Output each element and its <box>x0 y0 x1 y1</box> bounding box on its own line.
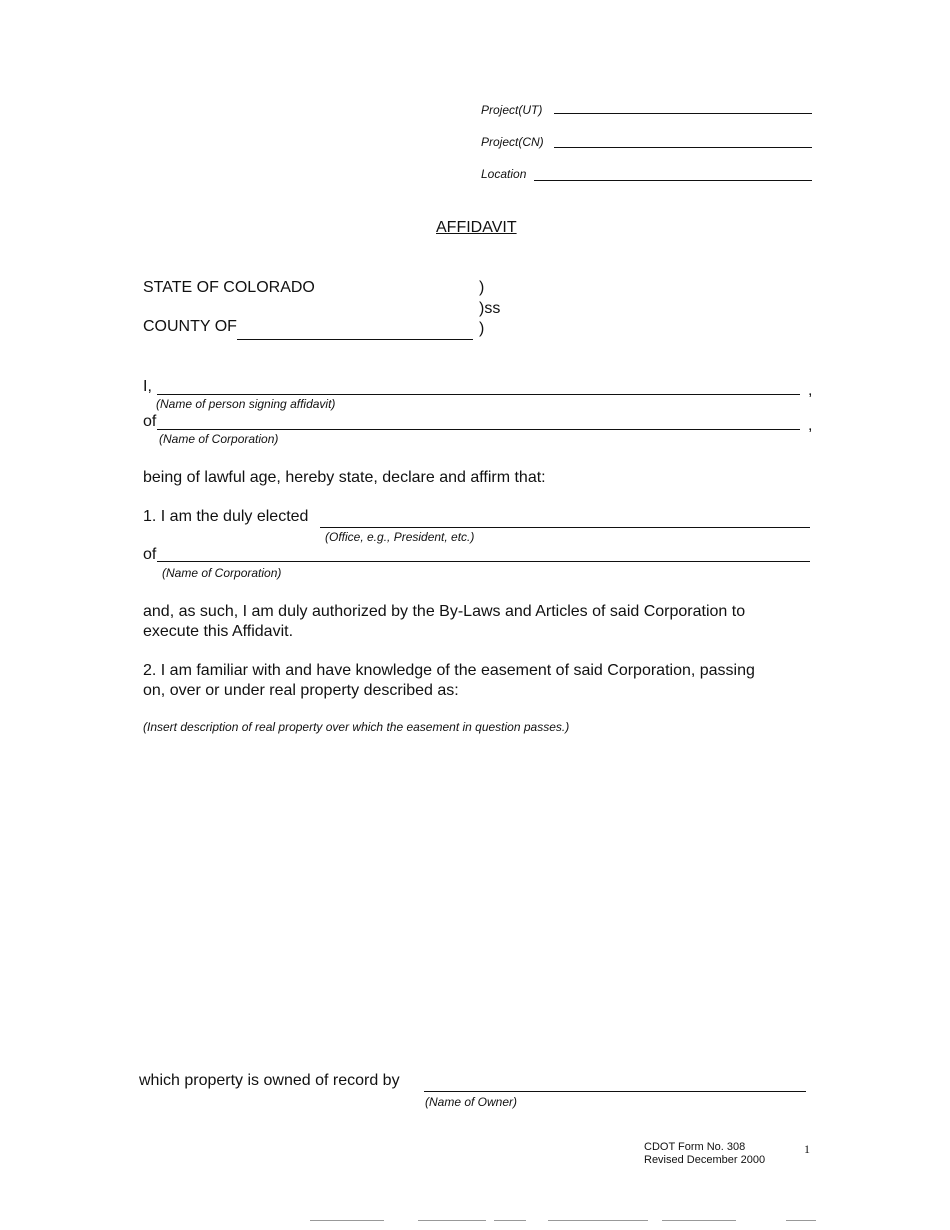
scan-artifact <box>418 1220 486 1221</box>
scan-artifact <box>310 1220 384 1221</box>
scan-artifact <box>494 1220 526 1221</box>
form-number: CDOT Form No. 308 <box>644 1141 746 1153</box>
affiant-name-caption: (Name of person signing affidavit) <box>156 397 336 411</box>
venue-ss: )ss <box>479 300 501 317</box>
office-caption: (Office, e.g., President, etc.) <box>325 530 475 544</box>
owner-text: which property is owned of record by <box>139 1072 400 1089</box>
item2-line-1: 2. I am familiar with and have knowledge of the easement of said Corporation, passing <box>143 662 755 679</box>
project-cn-field[interactable] <box>554 147 812 148</box>
owner-field[interactable] <box>424 1091 806 1092</box>
item1-text: 1. I am the duly elected <box>143 508 309 525</box>
property-description-instruction: (Insert description of real property over which the easement in question passes.) <box>143 720 570 734</box>
office-field[interactable] <box>320 527 810 528</box>
item1-corporation-field[interactable] <box>157 561 810 562</box>
project-ut-field[interactable] <box>554 113 812 114</box>
county-field[interactable] <box>237 339 473 340</box>
location-field[interactable] <box>534 180 812 181</box>
state-label: STATE OF COLORADO <box>143 279 315 296</box>
scan-artifact <box>548 1220 648 1221</box>
affiant-name-field[interactable] <box>157 394 800 395</box>
form-info <box>644 1141 765 1167</box>
affiant-corporation-caption: (Name of Corporation) <box>159 432 279 446</box>
location-label: Location <box>481 167 527 181</box>
of-label-2: of <box>143 546 157 563</box>
venue-paren-3: ) <box>479 320 485 337</box>
scan-artifact <box>662 1220 736 1221</box>
item2-line-2: on, over or under real property described as: <box>143 682 459 699</box>
page-title: AFFIDAVIT <box>436 219 517 236</box>
page-number: 1 <box>804 1142 810 1156</box>
affiant-corporation-field[interactable] <box>157 429 800 430</box>
scan-artifact <box>786 1220 816 1221</box>
authority-text-1: and, as such, I am duly authorized by the By-Laws and Articles of said Corporation to <box>143 603 746 620</box>
authority-text-2: execute this Affidavit. <box>143 623 294 640</box>
comma-1: , <box>808 382 813 399</box>
item1-corporation-caption: (Name of Corporation) <box>162 566 282 580</box>
project-cn-label: Project(CN) <box>481 135 544 149</box>
owner-caption: (Name of Owner) <box>425 1095 518 1109</box>
of-label-1: of <box>143 413 157 430</box>
project-ut-label: Project(UT) <box>481 103 543 117</box>
comma-2: , <box>808 417 813 434</box>
i-label: I, <box>143 378 152 395</box>
county-label: COUNTY OF <box>143 318 237 335</box>
venue-paren-1: ) <box>479 279 485 296</box>
statement-text: being of lawful age, hereby state, declare and affirm that: <box>143 469 546 486</box>
revised-date: Revised December 2000 <box>644 1154 766 1166</box>
